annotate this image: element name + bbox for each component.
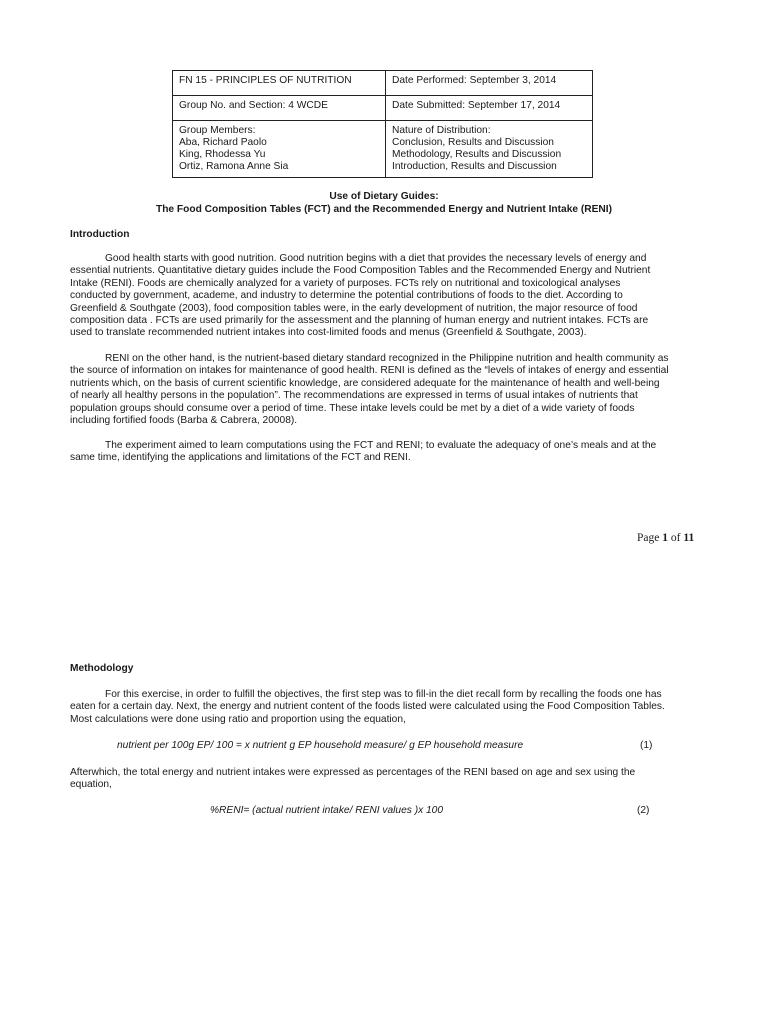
date-performed-cell: Date Performed: September 3, 2014 <box>386 71 593 96</box>
header-table <box>172 70 593 178</box>
page-middle: of <box>667 532 684 544</box>
text-line: essential nutrients. Quantitative dietary guides include the Food Composition Tables and the Recommended Energy and Nutrient <box>70 265 651 277</box>
members-label: Group Members: <box>179 125 256 136</box>
header-row-1 <box>173 71 593 96</box>
document-title-line-2: The Food Composition Tables (FCT) and the Recommended Energy and Nutrient Intake (RENI) <box>155 204 612 215</box>
introduction-paragraph-2 <box>70 353 702 427</box>
page-current: 1 <box>662 532 668 544</box>
equation-1-number: (1) <box>640 740 653 751</box>
text-line: Most calculations were done using ratio and proportion using the equation, <box>70 713 406 725</box>
group-section-cell: Group No. and Section: 4 WCDE <box>173 96 386 121</box>
distribution-item: Introduction, Results and Discussion <box>392 161 557 172</box>
text-line: nutrients which, on the basis of current scientific knowledge, are considered adequate for the maintenance of health and well-being <box>70 377 660 389</box>
text-line: Afterwhich, the total energy and nutrient intakes were expressed as percentages of the RENI based on age and sex using the <box>70 767 636 778</box>
distribution-cell <box>386 121 593 178</box>
page-number <box>637 532 694 544</box>
page-total: 11 <box>683 532 695 544</box>
member-name: King, Rhodessa Yu <box>179 149 266 160</box>
header-row-2 <box>173 96 593 121</box>
equation-1: nutrient per 100g EP/ 100 = x nutrient g EP household measure/ g EP household measure <box>117 740 524 751</box>
text-line: used to translate recommended nutrient intakes into cost-limited foods and menus (Greenfield & Southgate, 2003). <box>70 327 587 339</box>
text-line: conducted by government, academe, and industry to determine the potential contributions of foods to the diet. According to <box>70 290 623 302</box>
methodology-paragraph-2 <box>70 767 702 792</box>
course-cell: FN 15 - PRINCIPLES OF NUTRITION <box>173 71 386 96</box>
distribution-item: Methodology, Results and Discussion <box>392 149 562 160</box>
text-line: the source of information on intakes for maintenance of good health. RENI is defined as the “levels of intakes of energy and essential <box>70 365 669 377</box>
distribution-label: Nature of Distribution: <box>392 125 491 136</box>
text-line: RENI on the other hand, is the nutrient-based dietary standard recognized in the Philippine nutrition and health community as <box>105 353 669 364</box>
date-submitted-cell: Date Submitted: September 17, 2014 <box>386 96 593 121</box>
member-name: Ortiz, Ramona Anne Sia <box>179 161 289 172</box>
member-name: Aba, Richard Paolo <box>179 137 267 148</box>
text-line: eaten for a certain day. Next, the energy and nutrient content of the foods listed were calculated using the Food Composition Tables. <box>70 701 665 713</box>
page-prefix: Page <box>637 532 663 544</box>
text-line: of nearly all healthy persons in the population”. The recommendations are expressed in terms of usual intakes of nutrients that <box>70 390 638 402</box>
introduction-paragraph-1 <box>70 253 702 340</box>
introduction-paragraph-3 <box>70 440 702 465</box>
header-row-3 <box>173 121 593 178</box>
text-line: The experiment aimed to learn computations using the FCT and RENI; to evaluate the adequacy of one’s meals and at the <box>105 440 657 451</box>
methodology-paragraph-1 <box>70 689 702 726</box>
introduction-heading: Introduction <box>70 229 130 240</box>
members-cell <box>173 121 386 178</box>
text-line: population groups should consume over a period of time. These intake levels could be met by a diet of a wide variety of foods <box>70 402 635 414</box>
text-line: Greenfield & Southgate (2003), food composition tables were, in the early development of nutrition, the major resource of food <box>70 302 638 314</box>
text-line: same time, identifying the applications and limitations of the FCT and RENI. <box>70 452 411 464</box>
text-line: including fortified foods (Barba & Cabrera, 20008). <box>70 415 298 427</box>
text-line: composition data . FCTs are used primarily for the assessment and the planning of human energy and nutrient intakes. FCTs are <box>70 315 649 327</box>
text-line: For this exercise, in order to fulfill the objectives, the first step was to fill-in the diet recall form by recalling the foods one has <box>105 689 662 700</box>
text-line: Good health starts with good nutrition. Good nutrition begins with a diet that provides the necessary levels of energy and <box>105 253 647 264</box>
equation-2: %RENI= (actual nutrient intake/ RENI values )x 100 <box>210 805 444 816</box>
text-line: equation, <box>70 779 112 791</box>
equation-2-number: (2) <box>637 805 650 816</box>
document-title-line-1: Use of Dietary Guides: <box>329 191 439 202</box>
text-line: Intake (RENI). Foods are chemically analyzed for a variety of purposes. FCTs rely on nutritional and toxicological analyses <box>70 277 621 289</box>
methodology-heading: Methodology <box>70 663 134 674</box>
distribution-item: Conclusion, Results and Discussion <box>392 137 554 148</box>
